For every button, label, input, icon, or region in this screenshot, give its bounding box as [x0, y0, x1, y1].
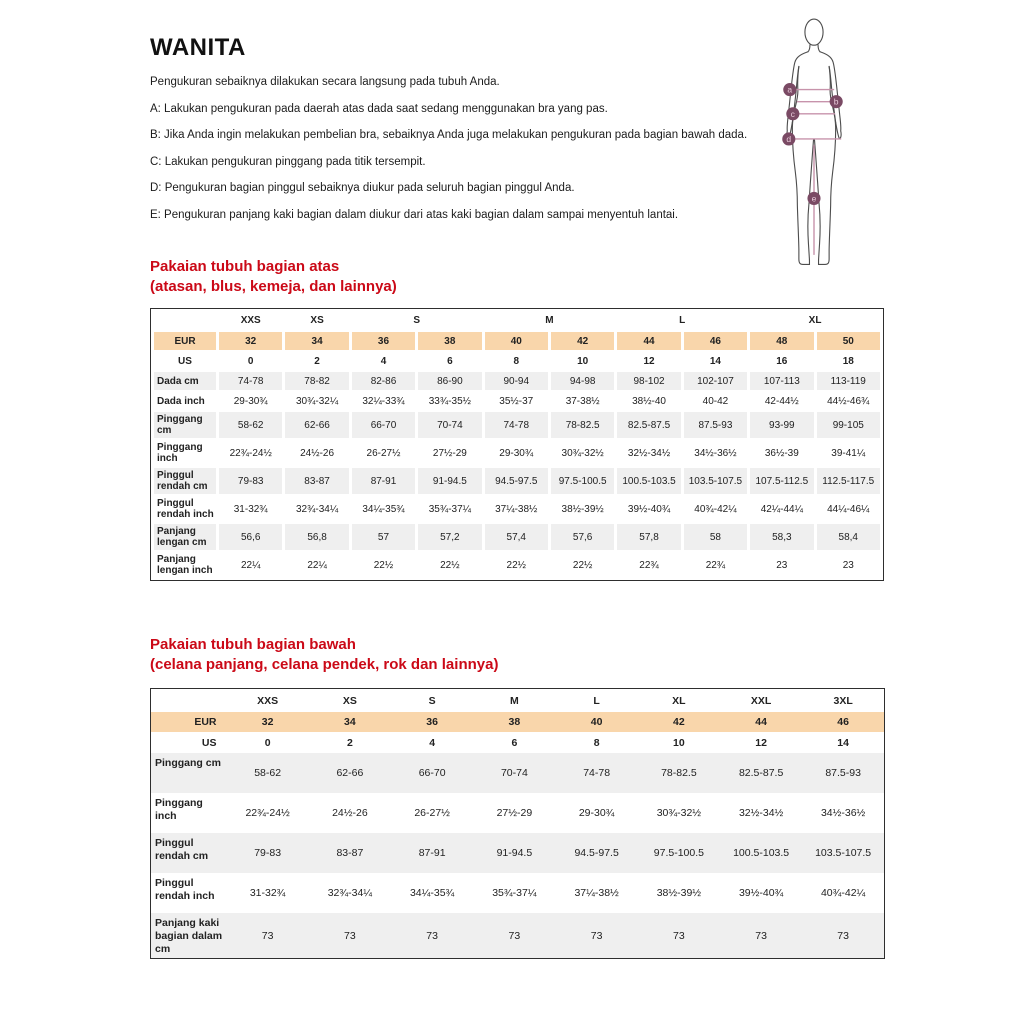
measurement-value: 42¼-44¼: [760, 503, 803, 515]
table-row: [154, 332, 880, 350]
size-group-header: L: [679, 315, 686, 326]
measurement-value: 97.5-100.5: [638, 833, 720, 873]
lower-body-title-line2: (celana panjang, celana pendek, rok dan lainnya): [150, 656, 499, 673]
eur-size-cell: 32: [219, 332, 282, 350]
measurement-label: Panjang lengan cm: [154, 524, 216, 550]
measurement-value: 73: [720, 913, 802, 959]
size-header: S: [428, 694, 436, 707]
size-header: XL: [672, 694, 686, 707]
measurement-value: 38½-39½: [561, 503, 604, 515]
table-row: [151, 913, 885, 959]
measurement-label: Pinggul rendah inch: [157, 498, 214, 520]
measurement-value: 113-119: [817, 372, 880, 390]
measurement-value: 102-107: [684, 372, 747, 390]
us-size-cell: 2: [314, 355, 320, 367]
eur-size-cell: 44: [617, 332, 680, 350]
eur-size-cell: 36: [391, 712, 473, 732]
measurement-value: 87-91: [352, 468, 415, 494]
measurement-value: 58-62: [227, 753, 309, 793]
size-group-header: XXS: [240, 315, 261, 326]
measurement-value: 22½: [572, 559, 593, 571]
us-size-cell: 8: [593, 736, 600, 749]
eur-size-cell: 34: [285, 332, 348, 350]
measurement-label: Pinggang inch: [155, 797, 203, 822]
measurement-value: 94-98: [551, 372, 614, 390]
marker-a: a: [787, 84, 793, 95]
measurement-value: 58: [684, 524, 747, 550]
measurement-value: 57: [352, 524, 415, 550]
us-size-cell: 2: [346, 736, 353, 749]
us-size-cell: 14: [837, 736, 849, 749]
table-row: [151, 689, 885, 713]
measurement-value: 57,8: [617, 524, 680, 550]
us-size-cell: 10: [673, 736, 685, 749]
measurement-value: 37¼-38½: [574, 887, 619, 899]
measurement-value: 70-74: [473, 753, 555, 793]
us-row-label: US: [201, 736, 217, 749]
measurement-note-c: C: Lakukan pengukuran pinggang pada titik tersempit.: [150, 155, 426, 168]
measurement-value: 35¾-37¼: [492, 887, 537, 899]
measurement-note-d: D: Pengukuran bagian pinggul sebaiknya diukur pada seluruh bagian pinggul Anda.: [150, 182, 575, 194]
upper-body-size-table: [150, 308, 884, 581]
measurement-value: 38½-40: [632, 395, 666, 407]
size-group-header: M: [545, 315, 554, 326]
measurement-value: 33¾-35½: [428, 395, 471, 407]
measurement-value: 91-94.5: [473, 833, 555, 873]
measurement-value: 22½: [506, 559, 526, 571]
measurement-value: 32¾-34¼: [327, 887, 373, 899]
measurement-value: 23: [842, 559, 854, 571]
size-header: M: [510, 694, 519, 707]
table-row: [151, 732, 885, 753]
measurement-value: 57,2: [418, 524, 481, 550]
measurement-value: 38½-39½: [656, 887, 702, 899]
measurement-value: 32½-34½: [738, 807, 784, 819]
measurement-value: 103.5-107.5: [684, 468, 747, 494]
measurement-value: 22¾: [639, 559, 659, 571]
table-row: [154, 412, 880, 438]
eur-size-cell: 36: [352, 332, 415, 350]
eur-size-cell: 42: [551, 332, 614, 350]
measurement-note-a: A: Lakukan pengukuran pada daerah atas dada saat sedang menggunakan bra yang pas.: [150, 102, 608, 115]
us-size-cell: 16: [776, 355, 788, 367]
measurement-value: 73: [391, 913, 473, 959]
table-row: [154, 352, 880, 370]
measurement-label: Pinggul rendah inch: [155, 877, 215, 902]
measurement-value: 32½-34½: [627, 447, 671, 459]
measurement-value: 91-94.5: [418, 468, 481, 494]
measurement-value: 82-86: [352, 372, 415, 390]
measurement-value: 22¾-24½: [245, 807, 290, 819]
measurement-value: 73: [802, 913, 884, 959]
table-row: [154, 524, 880, 550]
measurement-value: 29-30¾: [499, 447, 534, 459]
eur-size-cell: 38: [418, 332, 481, 350]
measurement-label: Panjang kaki bagian dalam cm: [151, 913, 227, 959]
upper-body-title-line2: (atasan, blus, kemeja, dan lainnya): [150, 278, 397, 295]
measurement-value: 31-32¾: [233, 503, 268, 515]
measurement-value: 87-91: [391, 833, 473, 873]
measurement-value: 29-30¾: [233, 395, 268, 407]
measurement-value: 40¾-42¼: [694, 503, 737, 515]
measurement-value: 36½-39: [764, 447, 799, 459]
table-row: [154, 440, 880, 466]
measurement-value: 100.5-103.5: [617, 468, 680, 494]
measurement-value: 83-87: [309, 833, 391, 873]
measurement-value: 57,4: [485, 524, 548, 550]
measurement-value: 34½-36½: [820, 807, 866, 819]
measurement-value: 56,8: [285, 524, 348, 550]
measurement-value: 34¼-35¾: [362, 503, 405, 515]
measurement-value: 58,3: [750, 524, 813, 550]
table-row: [154, 372, 880, 390]
measurement-value: 39-41¼: [831, 447, 866, 459]
size-group-header: XL: [808, 315, 822, 326]
measurement-value: 87.5-93: [802, 753, 884, 793]
measurement-value: 78-82: [285, 372, 348, 390]
table-row: [154, 496, 880, 522]
marker-e: e: [811, 193, 817, 204]
measurement-value: 74-78: [485, 412, 548, 438]
us-size-cell: 6: [511, 736, 518, 749]
us-size-cell: 10: [577, 355, 589, 367]
eur-row-label: EUR: [151, 712, 227, 732]
size-header-spacer: [151, 689, 227, 713]
measurement-value: 23: [776, 559, 788, 571]
table-row: [154, 392, 880, 410]
measurement-value: 112.5-117.5: [817, 468, 880, 494]
measurement-value: 79-83: [219, 468, 282, 494]
eur-size-cell: 46: [684, 332, 747, 350]
measurement-value: 34½-36½: [694, 447, 737, 459]
size-group-header: XS: [310, 315, 324, 326]
measurement-value: 62-66: [285, 412, 348, 438]
measurement-value: 24½-26: [332, 807, 368, 819]
marker-b: b: [833, 96, 839, 107]
size-header: XXS: [257, 694, 279, 707]
measurement-value: 90-94: [485, 372, 548, 390]
us-size-cell: 0: [264, 736, 271, 749]
measurement-value: 27½-29: [496, 807, 533, 819]
measurement-value: 40¾-42¼: [820, 887, 866, 899]
upper-body-section-title: [150, 257, 710, 297]
upper-body-title-line1: Pakaian tubuh bagian atas: [150, 258, 340, 275]
us-size-cell: 0: [247, 355, 254, 367]
measurement-value: 26-27½: [414, 807, 450, 819]
intro-text: Pengukuran sebaiknya dilakukan secara langsung pada tubuh Anda.: [150, 76, 500, 88]
measurement-value: 107-113: [750, 372, 813, 390]
us-row-label: US: [178, 355, 192, 367]
measurement-value: 27½-29: [432, 447, 467, 459]
eur-size-cell: 50: [817, 332, 880, 350]
measurement-value: 86-90: [418, 372, 481, 390]
lower-body-title-line1: Pakaian tubuh bagian bawah: [150, 636, 356, 653]
measurement-value: 37¼-38½: [495, 503, 538, 515]
measurement-value: 35½-37: [499, 395, 534, 407]
measurement-value: 82.5-87.5: [720, 753, 802, 793]
measurement-value: 107.5-112.5: [750, 468, 813, 494]
measurement-value: 100.5-103.5: [720, 833, 802, 873]
measurement-label: Pinggul rendah cm: [151, 833, 227, 873]
measurement-value: 94.5-97.5: [485, 468, 548, 494]
measurement-value: 34¼-35¾: [409, 887, 455, 899]
eur-row-label: EUR: [154, 332, 216, 350]
eur-size-cell: 40: [556, 712, 638, 732]
measurement-value: 32¾-34¼: [295, 503, 339, 515]
eur-size-cell: 40: [485, 332, 548, 350]
measurement-value: 56,6: [219, 524, 282, 550]
measurement-value: 73: [638, 913, 720, 959]
measurement-value: 78-82.5: [551, 412, 614, 438]
measurement-value: 66-70: [352, 412, 415, 438]
measurement-value: 73: [556, 913, 638, 959]
female-silhouette-icon: [758, 16, 870, 270]
measurement-label: Pinggang cm: [154, 412, 216, 438]
measurement-label: Pinggul rendah cm: [154, 468, 216, 494]
size-header: 3XL: [833, 694, 853, 707]
measurement-instructions: [150, 76, 770, 235]
measurement-value: 31-32¾: [249, 887, 286, 899]
measurement-value: 22½: [373, 559, 394, 571]
measurement-value: 98-102: [617, 372, 680, 390]
measurement-value: 30¾-32½: [561, 447, 604, 459]
measurement-value: 35¾-37¼: [428, 503, 471, 515]
eur-size-cell: 34: [309, 712, 391, 732]
measurement-value: 44½-46¾: [827, 395, 870, 407]
measurement-value: 78-82.5: [638, 753, 720, 793]
measurement-value: 94.5-97.5: [556, 833, 638, 873]
measurement-value: 42-44½: [764, 395, 799, 407]
table-row: [151, 833, 885, 873]
body-measurement-figure: [758, 16, 870, 270]
measurement-value: 44¼-46¼: [827, 503, 870, 515]
measurement-label: Dada inch: [157, 395, 205, 407]
measurement-note-b: B: Jika Anda ingin melakukan pembelian bra, sebaiknya Anda juga melakukan pengukuran pada bagian bawah dada.: [150, 129, 748, 141]
measurement-value: 30¾-32½: [656, 807, 702, 819]
table-row: [151, 873, 885, 913]
table-row: [154, 552, 880, 578]
eur-size-cell: 48: [750, 332, 813, 350]
table-row: [151, 793, 885, 833]
measurement-value: 22½: [440, 559, 460, 571]
eur-size-cell: 38: [473, 712, 555, 732]
measurement-value: 103.5-107.5: [802, 833, 884, 873]
lower-body-section-title: [150, 635, 710, 675]
measurement-value: 39½-40¾: [627, 503, 671, 515]
measurement-value: 74-78: [556, 753, 638, 793]
marker-d: d: [786, 133, 792, 144]
us-size-cell: 4: [429, 736, 436, 749]
us-size-cell: 8: [513, 355, 520, 367]
eur-size-cell: 46: [802, 712, 884, 732]
measurement-value: 24½-26: [300, 447, 335, 459]
measurement-value: 99-105: [817, 412, 880, 438]
measurement-label: Pinggang inch: [157, 442, 203, 464]
table-row: [154, 311, 880, 330]
us-size-cell: 4: [380, 355, 387, 367]
measurement-value: 26-27½: [366, 447, 401, 459]
measurement-value: 22¼: [307, 559, 327, 571]
measurement-value: 82.5-87.5: [617, 412, 680, 438]
us-size-cell: 12: [755, 736, 767, 749]
marker-c: c: [790, 108, 795, 119]
measurement-value: 57,6: [551, 524, 614, 550]
measurement-value: 58-62: [219, 412, 282, 438]
measurement-note-e: E: Pengukuran panjang kaki bagian dalam diukur dari atas kaki bagian dalam sampai menyentuh lantai.: [150, 208, 679, 221]
measurement-value: 22¼: [240, 559, 261, 571]
size-header: XXL: [750, 694, 772, 707]
eur-size-cell: 42: [638, 712, 720, 732]
eur-size-cell: 32: [227, 712, 309, 732]
measurement-value: 73: [309, 913, 391, 959]
measurement-value: 30¾-32¼: [295, 395, 339, 407]
size-header-spacer: [154, 311, 216, 330]
measurement-value: 93-99: [750, 412, 813, 438]
size-header: L: [593, 694, 600, 707]
measurement-value: 66-70: [391, 753, 473, 793]
eur-size-cell: 44: [720, 712, 802, 732]
measurement-value: 22¾-24½: [229, 447, 272, 459]
measurement-label: Panjang lengan inch: [157, 554, 213, 576]
page-title: WANITA: [150, 34, 246, 61]
size-header: XS: [342, 694, 357, 707]
us-size-cell: 6: [447, 355, 453, 367]
us-size-cell: 12: [643, 355, 655, 367]
size-group-header: S: [413, 315, 420, 326]
measurement-value: 83-87: [285, 468, 348, 494]
us-size-cell: 18: [842, 355, 854, 367]
measurement-value: 79-83: [227, 833, 309, 873]
measurement-value: 74-78: [219, 372, 282, 390]
us-size-cell: 14: [709, 355, 721, 367]
table-row: [151, 753, 885, 793]
measurement-value: 87.5-93: [684, 412, 747, 438]
measurement-label: Pinggang cm: [151, 753, 227, 793]
measurement-value: 73: [227, 913, 309, 959]
measurement-value: 97.5-100.5: [551, 468, 614, 494]
measurement-value: 70-74: [418, 412, 481, 438]
measurement-value: 73: [473, 913, 555, 959]
measurement-value: 37-38½: [565, 395, 600, 407]
lower-body-size-table: [150, 688, 885, 959]
measurement-value: 62-66: [309, 753, 391, 793]
measurement-value: 58,4: [817, 524, 880, 550]
measurement-value: 29-30¾: [578, 807, 615, 819]
table-row: [154, 468, 880, 494]
measurement-value: 39½-40¾: [738, 887, 784, 899]
measurement-value: 22¾: [705, 559, 726, 571]
measurement-value: 40-42: [702, 395, 729, 407]
table-row: [151, 712, 885, 732]
measurement-value: 32¼-33¾: [362, 395, 405, 407]
measurement-label: Dada cm: [154, 372, 216, 390]
